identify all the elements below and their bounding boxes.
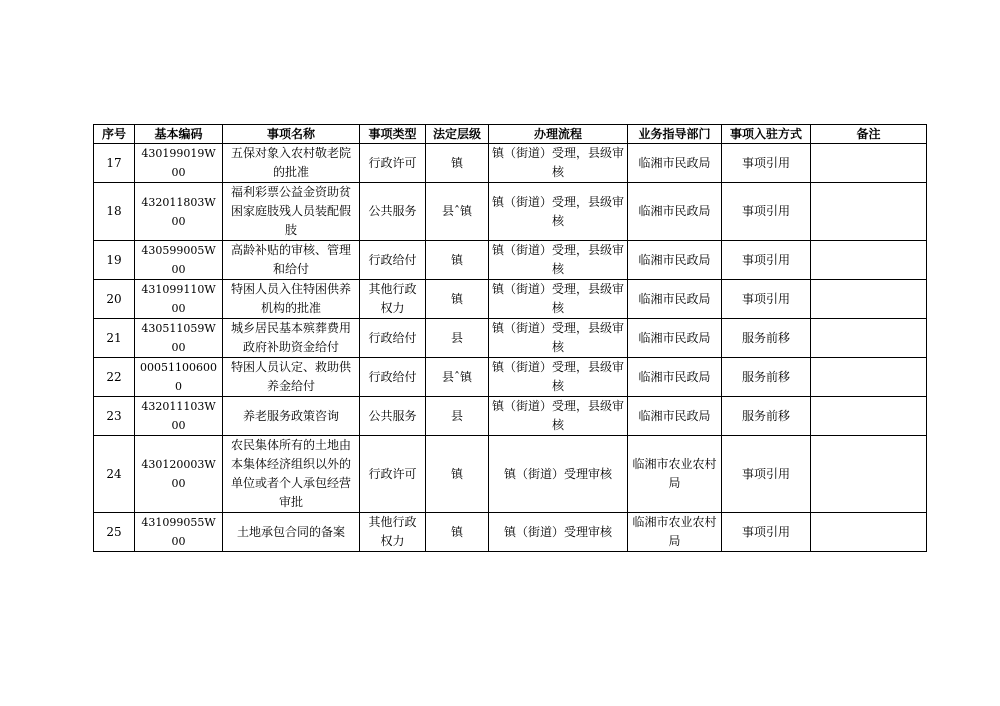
cell-no: 19 bbox=[94, 241, 135, 280]
cell-note bbox=[811, 183, 927, 241]
cell-type: 行政许可 bbox=[360, 144, 426, 183]
cell-mode: 服务前移 bbox=[722, 397, 811, 436]
cell-mode: 事项引用 bbox=[722, 513, 811, 552]
cell-level: 县ˆ镇 bbox=[426, 358, 489, 397]
cell-no: 23 bbox=[94, 397, 135, 436]
cell-process: 镇（街道）受理，县级审核 bbox=[489, 144, 628, 183]
cell-process: 镇（街道）受理，县级审核 bbox=[489, 241, 628, 280]
cell-process: 镇（街道）受理，县级审核 bbox=[489, 280, 628, 319]
table-row bbox=[94, 436, 927, 513]
cell-type: 行政给付 bbox=[360, 319, 426, 358]
cell-type: 其他行政权力 bbox=[360, 280, 426, 319]
header-dept: 业务指导部门 bbox=[628, 125, 722, 144]
table-row bbox=[94, 280, 927, 319]
cell-level: 镇 bbox=[426, 241, 489, 280]
cell-name: 特困人员认定、救助供养金给付 bbox=[223, 358, 360, 397]
cell-process: 镇（街道）受理审核 bbox=[489, 436, 628, 513]
cell-no: 22 bbox=[94, 358, 135, 397]
cell-name: 五保对象入农村敬老院的批准 bbox=[223, 144, 360, 183]
cell-no: 25 bbox=[94, 513, 135, 552]
cell-code: 430599005W00 bbox=[135, 241, 223, 280]
cell-process: 镇（街道）受理，县级审核 bbox=[489, 183, 628, 241]
cell-process: 镇（街道）受理，县级审核 bbox=[489, 397, 628, 436]
cell-mode: 服务前移 bbox=[722, 358, 811, 397]
cell-note bbox=[811, 280, 927, 319]
header-code: 基本编码 bbox=[135, 125, 223, 144]
header-mode: 事项入驻方式 bbox=[722, 125, 811, 144]
cell-level: 镇 bbox=[426, 513, 489, 552]
cell-dept: 临湘市农业农村局 bbox=[628, 513, 722, 552]
header-level: 法定层级 bbox=[426, 125, 489, 144]
cell-note bbox=[811, 513, 927, 552]
cell-level: 镇 bbox=[426, 280, 489, 319]
cell-code: 432011803W00 bbox=[135, 183, 223, 241]
cell-name: 福利彩票公益金资助贫困家庭肢残人员装配假肢 bbox=[223, 183, 360, 241]
cell-no: 21 bbox=[94, 319, 135, 358]
cell-level: 镇 bbox=[426, 436, 489, 513]
cell-level: 县 bbox=[426, 397, 489, 436]
cell-type: 公共服务 bbox=[360, 397, 426, 436]
header-name: 事项名称 bbox=[223, 125, 360, 144]
table-header-row bbox=[94, 125, 927, 144]
cell-note bbox=[811, 436, 927, 513]
cell-type: 其他行政权力 bbox=[360, 513, 426, 552]
cell-mode: 事项引用 bbox=[722, 436, 811, 513]
table-row bbox=[94, 241, 927, 280]
cell-type: 行政给付 bbox=[360, 241, 426, 280]
cell-no: 20 bbox=[94, 280, 135, 319]
cell-name: 土地承包合同的备案 bbox=[223, 513, 360, 552]
cell-code: 430199019W00 bbox=[135, 144, 223, 183]
table-row bbox=[94, 183, 927, 241]
cell-no: 24 bbox=[94, 436, 135, 513]
cell-code: 432011103W00 bbox=[135, 397, 223, 436]
cell-dept: 临湘市农业农村局 bbox=[628, 436, 722, 513]
cell-type: 公共服务 bbox=[360, 183, 426, 241]
cell-mode: 事项引用 bbox=[722, 144, 811, 183]
cell-note bbox=[811, 144, 927, 183]
cell-dept: 临湘市民政局 bbox=[628, 144, 722, 183]
header-process: 办理流程 bbox=[489, 125, 628, 144]
cell-mode: 事项引用 bbox=[722, 183, 811, 241]
cell-process: 镇（街道）受理，县级审核 bbox=[489, 319, 628, 358]
cell-name: 农民集体所有的土地由本集体经济组织以外的单位或者个人承包经营审批 bbox=[223, 436, 360, 513]
cell-type: 行政给付 bbox=[360, 358, 426, 397]
table-row bbox=[94, 319, 927, 358]
table-row bbox=[94, 358, 927, 397]
cell-mode: 事项引用 bbox=[722, 241, 811, 280]
cell-process: 镇（街道）受理，县级审核 bbox=[489, 358, 628, 397]
cell-name: 高龄补贴的审核、管理和给付 bbox=[223, 241, 360, 280]
cell-dept: 临湘市民政局 bbox=[628, 319, 722, 358]
cell-type: 行政许可 bbox=[360, 436, 426, 513]
cell-code: 431099055W00 bbox=[135, 513, 223, 552]
cell-mode: 事项引用 bbox=[722, 280, 811, 319]
cell-code: 000511006000 bbox=[135, 358, 223, 397]
table-row bbox=[94, 144, 927, 183]
table-row bbox=[94, 513, 927, 552]
cell-note bbox=[811, 358, 927, 397]
cell-name: 特困人员入住特困供养机构的批准 bbox=[223, 280, 360, 319]
cell-name: 养老服务政策咨询 bbox=[223, 397, 360, 436]
cell-code: 431099110W00 bbox=[135, 280, 223, 319]
cell-no: 17 bbox=[94, 144, 135, 183]
cell-dept: 临湘市民政局 bbox=[628, 241, 722, 280]
cell-name: 城乡居民基本殡葬费用政府补助资金给付 bbox=[223, 319, 360, 358]
cell-note bbox=[811, 319, 927, 358]
cell-process: 镇（街道）受理审核 bbox=[489, 513, 628, 552]
cell-code: 430120003W00 bbox=[135, 436, 223, 513]
cell-dept: 临湘市民政局 bbox=[628, 280, 722, 319]
table-row bbox=[94, 397, 927, 436]
cell-level: 县ˆ镇 bbox=[426, 183, 489, 241]
cell-level: 镇 bbox=[426, 144, 489, 183]
header-type: 事项类型 bbox=[360, 125, 426, 144]
cell-note bbox=[811, 397, 927, 436]
cell-mode: 服务前移 bbox=[722, 319, 811, 358]
header-note: 备注 bbox=[811, 125, 927, 144]
cell-dept: 临湘市民政局 bbox=[628, 397, 722, 436]
cell-dept: 临湘市民政局 bbox=[628, 358, 722, 397]
cell-dept: 临湘市民政局 bbox=[628, 183, 722, 241]
cell-level: 县 bbox=[426, 319, 489, 358]
matters-table bbox=[93, 124, 927, 552]
cell-no: 18 bbox=[94, 183, 135, 241]
header-no: 序号 bbox=[94, 125, 135, 144]
cell-code: 430511059W00 bbox=[135, 319, 223, 358]
cell-note bbox=[811, 241, 927, 280]
